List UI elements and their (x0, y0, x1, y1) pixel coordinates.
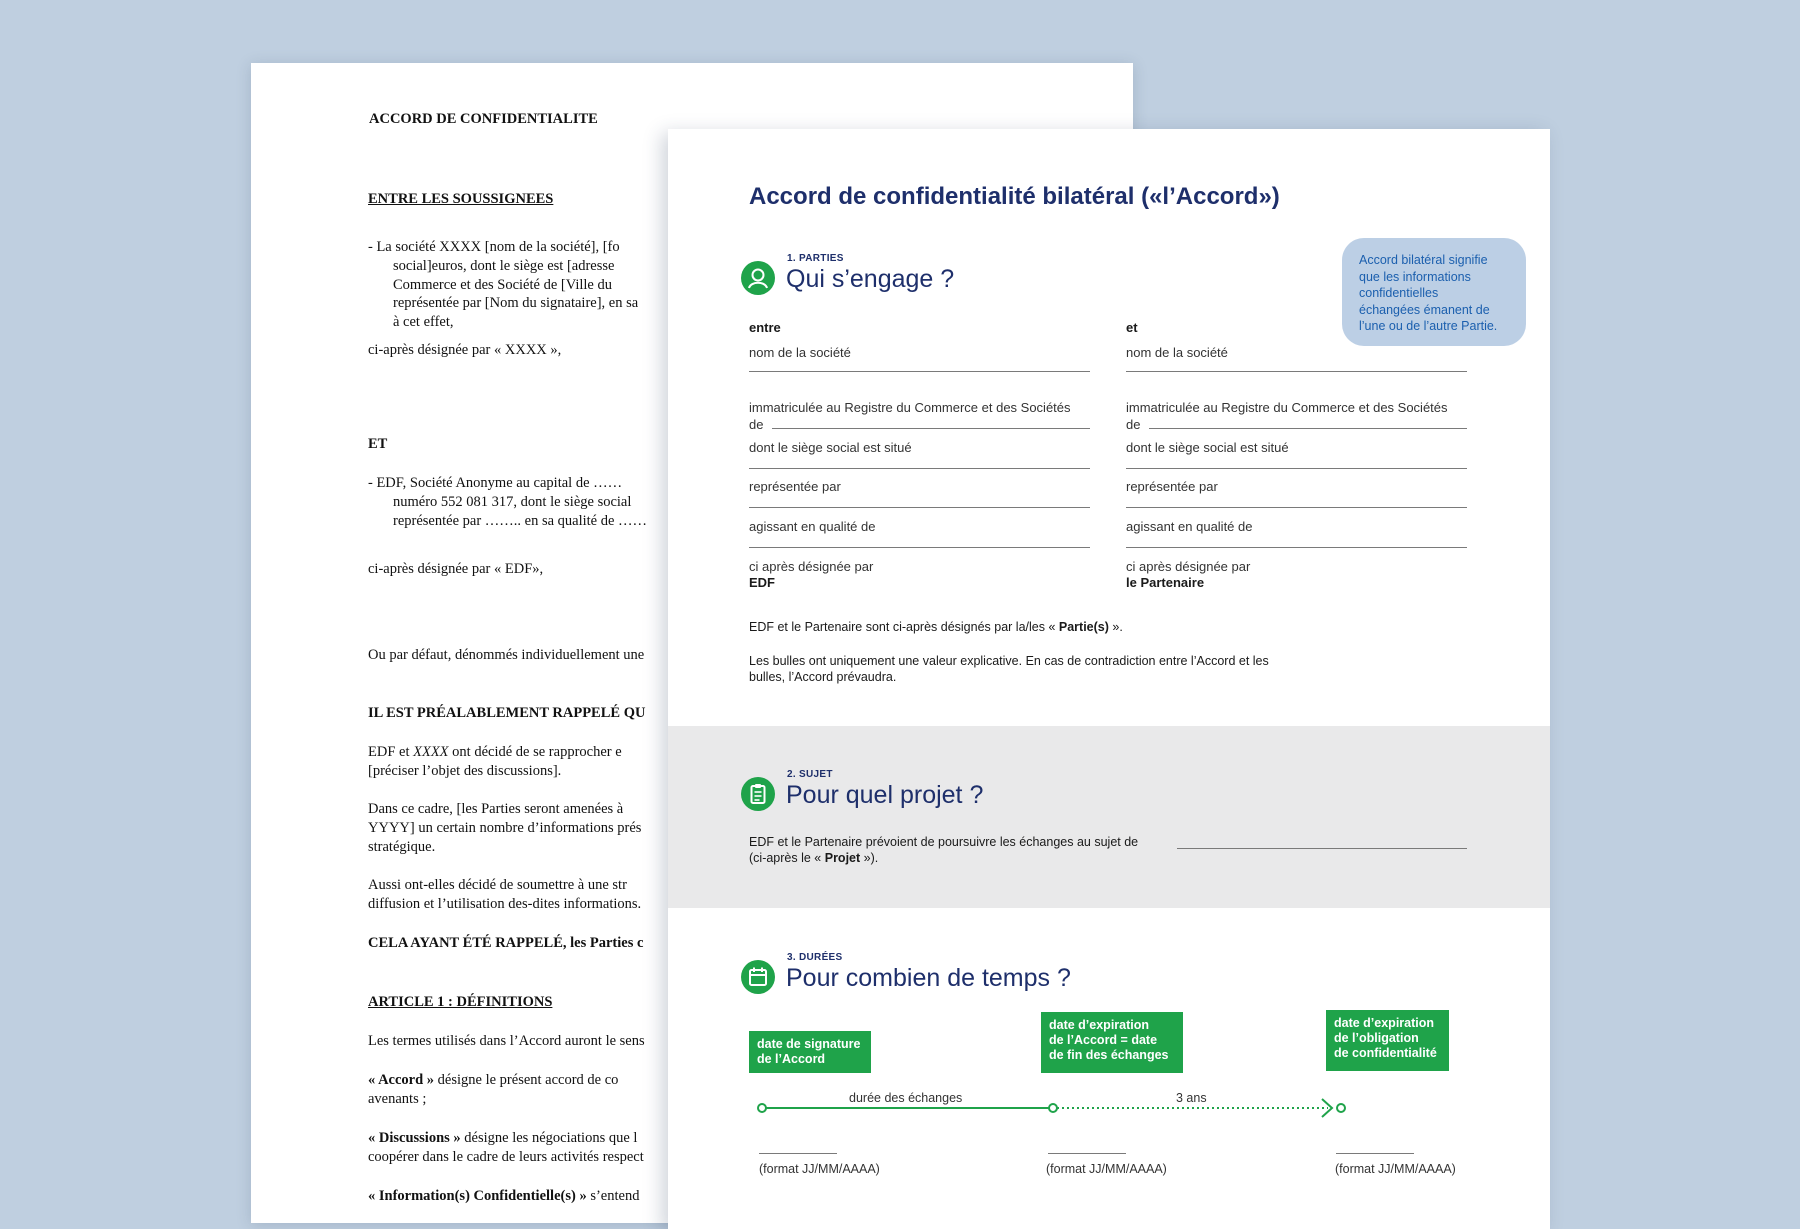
box-expiration-accord-line3: de fin des échanges (1049, 1048, 1169, 1062)
section1-heading: Qui s’engage ? (786, 265, 955, 293)
back-p5-line2: YYYY] un certain nombre d’informations prés (368, 820, 642, 836)
back-p10-line1 (368, 1129, 637, 1148)
right-designee-label: ci après désignée par (1126, 559, 1251, 574)
box-expiration-conf-line3: de confidentialité (1334, 1046, 1437, 1060)
date-field-3[interactable] (1336, 1153, 1414, 1154)
back-p2-line2: numéro 552 081 317, dont le siège social (393, 494, 632, 510)
box-signature-line1: date de signature (757, 1037, 861, 1051)
right-rep-label: représentée par (1126, 479, 1218, 494)
parties-note-a: EDF et le Partenaire sont ci-après désignés par la/les « (749, 620, 1059, 634)
left-rcs-field[interactable] (772, 428, 1090, 429)
section2-heading: Pour quel projet ? (786, 781, 984, 809)
back-title: ACCORD DE CONFIDENTIALITE (369, 111, 598, 127)
parties-note-c: ». (1108, 620, 1123, 634)
left-rcs-label: immatriculée au Registre du Commerce et des Sociétés (749, 400, 1071, 415)
right-qualite-field[interactable] (1126, 547, 1467, 548)
date-field-2[interactable] (1048, 1153, 1126, 1154)
box-expiration-accord-line1: date d’expiration (1049, 1018, 1150, 1032)
back-p4-line2: [préciser l’objet des discussions]. (368, 763, 562, 779)
bubble-line-5: l’une ou de l’autre Partie. (1359, 319, 1498, 333)
projet-b: (ci-après le « (749, 851, 825, 865)
back-p1-line2: social]euros, dont le siège est [adresse (393, 258, 615, 274)
timeline-point-end (1337, 1104, 1345, 1112)
col-right-head: et (1126, 320, 1138, 335)
col-left-head: entre (749, 320, 781, 335)
back-p4-line1 (368, 743, 622, 762)
back-p1-line3: Commerce et des Société de [Ville du (393, 277, 612, 293)
left-rep-label: représentée par (749, 479, 841, 494)
back-p6-line1: Aussi ont-elles décidé de soumettre à une str (368, 877, 627, 893)
right-rcs-de: de (1126, 417, 1141, 432)
left-siege-field[interactable] (749, 468, 1090, 469)
back-p6-line2: diffusion et l’utilisation des-dites informations. (368, 896, 642, 912)
timeline-point-start (758, 1104, 766, 1112)
front-document (668, 129, 1550, 1229)
back-p2-after: ci-après désignée par « EDF», (368, 561, 544, 577)
back-p2-line3: représentée par …….. en sa qualité de …… (393, 513, 648, 529)
back-p9-def: désigne le présent accord de co (437, 1072, 619, 1088)
trois-ans-label: 3 ans (1176, 1091, 1207, 1105)
calendar-icon (741, 960, 775, 994)
projet-field[interactable] (1177, 848, 1467, 849)
back-p9-line2: avenants ; (368, 1091, 427, 1107)
left-rep-field[interactable] (749, 507, 1090, 508)
left-qualite-label: agissant en qualité de (749, 519, 876, 534)
back-p11-def: s’entend (590, 1188, 640, 1204)
box-expiration-confidentialite (1326, 1010, 1449, 1071)
bulles-note-line-2: bulles, l’Accord prévaudra. (749, 670, 897, 684)
back-article-heading: ARTICLE 1 : DÉFINITIONS (368, 994, 553, 1010)
right-siege-field[interactable] (1126, 468, 1467, 469)
section3-heading: Pour combien de temps ? (786, 964, 1071, 992)
section2-kicker: 2. SUJET (787, 769, 833, 780)
section2-band (668, 726, 1550, 908)
right-qualite-label: agissant en qualité de (1126, 519, 1253, 534)
format-hint-3: (format JJ/MM/AAAA) (1335, 1162, 1456, 1176)
back-rappel: IL EST PRÉALABLEMENT RAPPELÉ QU (368, 705, 646, 721)
back-p9-line1 (368, 1071, 618, 1090)
section3-kicker: 3. DURÉES (787, 952, 843, 963)
parties-note-term: Partie(s) (1058, 620, 1109, 634)
back-p10-def: désigne les négociations que l (464, 1130, 638, 1146)
back-p1-line4: représentée par [Nom du signataire], en sa (393, 295, 639, 311)
back-p8: Les termes utilisés dans l’Accord auront le sens (368, 1033, 645, 1049)
section1-kicker: 1. PARTIES (787, 253, 844, 264)
back-p4-rest: ont décidé de se rapprocher e (452, 744, 622, 760)
back-p11-line1 (368, 1187, 639, 1206)
right-rep-field[interactable] (1126, 507, 1467, 508)
back-p2-line1: - EDF, Société Anonyme au capital de …… (368, 475, 623, 491)
bulles-note (749, 653, 1269, 685)
back-p4-edf: EDF et (368, 744, 410, 760)
back-p9-term: « Accord » (368, 1072, 435, 1088)
projet-d: »). (860, 851, 879, 865)
back-p5-line1: Dans ce cadre, [les Parties seront amenées à (368, 801, 624, 817)
back-p1-line5: à cet effet, (393, 314, 454, 330)
left-designee-value: EDF (749, 575, 775, 590)
left-rcs-de: de (749, 417, 764, 432)
back-p1-line1: - La société XXXX [nom de la société], [fo (368, 239, 620, 255)
front-title: Accord de confidentialité bilatéral («l’Accord») (749, 183, 1280, 210)
back-p7: CELA AYANT ÉTÉ RAPPELÉ, les Parties c (368, 935, 644, 951)
bubble-line-3: confidentielles (1359, 286, 1439, 300)
bulles-note-line-1: Les bulles ont uniquement une valeur explicative. En cas de contradiction entre l’Accord et les (749, 654, 1269, 668)
box-expiration-conf-line1: date d’expiration (1334, 1016, 1435, 1030)
right-rcs-field[interactable] (1149, 428, 1467, 429)
date-field-1[interactable] (759, 1153, 837, 1154)
left-company-label: nom de la société (749, 345, 851, 360)
bubble-line-1: Accord bilatéral signifie (1359, 253, 1488, 267)
right-company-field[interactable] (1126, 371, 1467, 372)
bubble-text (1359, 252, 1497, 335)
projet-term: Projet (824, 851, 861, 865)
parties-note (749, 620, 1123, 634)
back-et: ET (368, 436, 388, 452)
back-p3: Ou par défaut, dénommés individuellement une (368, 647, 645, 663)
left-designee-label: ci après désignée par (749, 559, 874, 574)
back-p4-xxxx: XXXX (413, 744, 449, 760)
back-entre-heading: ENTRE LES SOUSSIGNEES (368, 191, 554, 207)
projet-line1: EDF et le Partenaire prévoient de poursuivre les échanges au sujet de (749, 835, 1139, 849)
timeline (668, 1089, 1550, 1129)
bubble-line-2: que les informations (1359, 269, 1471, 284)
bubble-line-4: échangées émanent de (1359, 302, 1490, 317)
right-rcs-label: immatriculée au Registre du Commerce et des Sociétés (1126, 400, 1448, 415)
clipboard-icon (741, 777, 775, 811)
box-signature-line2: de l’Accord (757, 1052, 826, 1066)
left-company-field[interactable] (749, 371, 1090, 372)
right-designee-value: le Partenaire (1126, 575, 1205, 590)
back-p11-term: « Information(s) Confidentielle(s) » (368, 1188, 587, 1204)
left-siege-label: dont le siège social est situé (749, 440, 912, 455)
left-qualite-field[interactable] (749, 547, 1090, 548)
format-hint-1: (format JJ/MM/AAAA) (759, 1162, 880, 1176)
box-expiration-accord (1041, 1012, 1183, 1073)
right-company-label: nom de la société (1126, 345, 1228, 360)
box-expiration-accord-line2: de l’Accord = date (1049, 1033, 1158, 1047)
projet-line2 (749, 851, 878, 865)
right-siege-label: dont le siège social est situé (1126, 440, 1289, 455)
box-expiration-conf-line2: de l’obligation (1334, 1031, 1419, 1045)
person-icon (741, 261, 775, 295)
duree-echanges-label: durée des échanges (849, 1091, 963, 1105)
back-p10-line2: coopérer dans le cadre de leurs activités respect (368, 1149, 644, 1165)
back-p5-line3: stratégique. (368, 839, 436, 855)
back-p10-term: « Discussions » (368, 1130, 461, 1146)
timeline-point-middle (1049, 1104, 1057, 1112)
box-signature (749, 1031, 871, 1073)
back-p1-after: ci-après désignée par « XXXX », (368, 342, 562, 358)
format-hint-2: (format JJ/MM/AAAA) (1046, 1162, 1167, 1176)
explanation-bubble (1342, 238, 1526, 346)
